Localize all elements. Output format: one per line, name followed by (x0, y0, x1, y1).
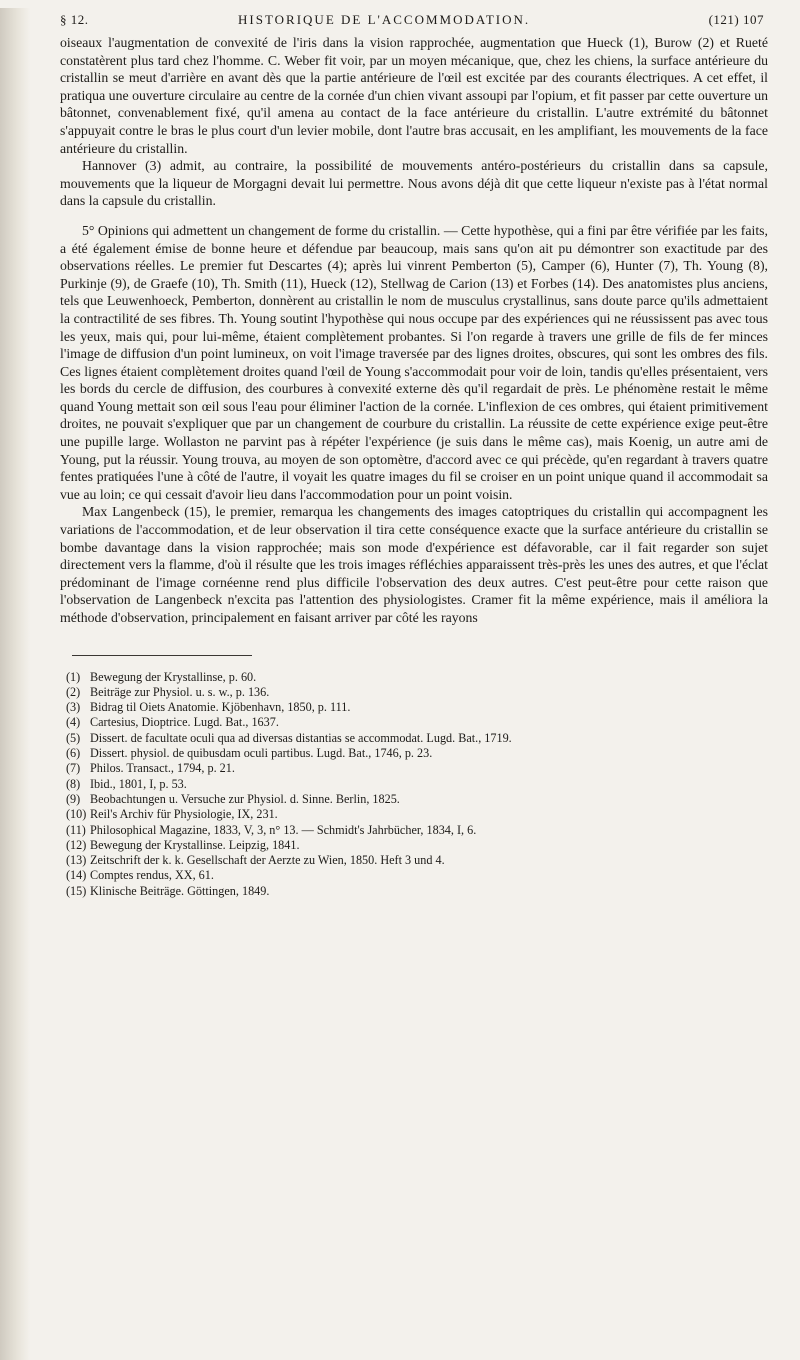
footnote (66, 838, 774, 853)
footnote-text: Bidrag til Oiets Anatomie. Kjöbenhavn, 1850, p. 111. (90, 700, 351, 715)
footnote-number: (4) (66, 715, 81, 730)
main-text (50, 34, 774, 627)
footnote-text: Beobachtungen u. Versuche zur Physiol. d. Sinne. Berlin, 1825. (90, 791, 400, 806)
footnote (66, 823, 774, 838)
footnote (66, 685, 774, 700)
footnote-number: (3) (66, 700, 81, 715)
footnote-number: (10) (66, 807, 87, 822)
page-number: (121) 107 (708, 12, 764, 27)
footnote-text: Bewegung der Krystallinse. Leipzig, 1841. (90, 837, 300, 852)
footnote (66, 700, 774, 715)
footnote-number: (13) (66, 853, 87, 868)
footnote-number: (9) (66, 791, 81, 806)
footnote-number: (7) (66, 761, 81, 776)
footnotes (50, 670, 774, 899)
footnote (66, 853, 774, 868)
footnote-text: Zeitschrift der k. k. Gesellschaft der Aerzte zu Wien, 1850. Heft 3 und 4. (90, 853, 445, 868)
footnote-text: Beiträge zur Physiol. u. s. w., p. 136. (90, 684, 270, 699)
footnote-number: (12) (66, 837, 87, 852)
footnote-text: Comptes rendus, XX, 61. (90, 868, 214, 883)
footnote (66, 715, 774, 730)
binding-gutter (0, 8, 30, 1360)
footnote (66, 746, 774, 761)
footnote-text: Dissert. de facultate oculi qua ad diversas distantias se accommodat. Lugd. Bat., 1719. (90, 730, 512, 745)
footnote-text: Cartesius, Dioptrice. Lugd. Bat., 1637. (90, 715, 279, 730)
footnote-text: Philosophical Magazine, 1833, V, 3, n° 13. — Schmidt's Jahrbücher, 1834, I, 6. (90, 822, 477, 837)
footnote (66, 792, 774, 807)
footnote-text: Philos. Transact., 1794, p. 21. (90, 761, 235, 776)
footnote-text: Bewegung der Krystallinse, p. 60. (90, 669, 257, 684)
footnote-number: (15) (66, 883, 87, 898)
footnote (66, 807, 774, 822)
footnote-number: (14) (66, 868, 87, 883)
paragraph: oiseaux l'augmentation de convexité de l'iris dans la vision rapprochée, augmentation que Hueck (1), Burow (2) et Rueté constatèrent plus tard chez l'homme. C. Weber fit voir, par un moyen mécanique, que, chez les chiens, la surface antérieure du cristallin se meut d'arrière en avant dès que la partie antérieure de l'œil est excitée par des courants électriques. A cet effet, il pratiqua une ouverture circulaire au centre de la cornée d'un chien vivant assoupi par l'opium, et fit passer par cette ouverture un bâtonnet, convenablement fixé, qu'il amena au contact de la face antérieure du cristallin. L'autre extrémité du bâtonnet s'appuyait contre le bras le plus court d'un levier mobile, dont l'autre bras accusait, en les amplifiant, les mouvements de la face antérieure du cristallin. (60, 35, 768, 156)
paragraph: Hannover (3) admit, au contraire, la possibilité de mouvements antéro-postérieurs du cristallin dans sa capsule, mouvements que la liqueur de Morgagni devait lui permettre. Nous avons déjà dit que cette liqueur n'existe pas à l'état normal dans la capsule du cristallin. (60, 158, 768, 209)
footnote (66, 777, 774, 792)
page (0, 8, 800, 1360)
section-number: § 12. (60, 12, 89, 27)
footnote-number: (8) (66, 776, 81, 791)
running-title: HISTORIQUE DE L'ACCOMMODATION. (238, 12, 531, 27)
footnote (66, 761, 774, 776)
footnote-text: Ibid., 1801, I, p. 53. (90, 776, 187, 791)
running-header (50, 8, 774, 34)
footnote (66, 868, 774, 883)
footnote-number: (5) (66, 730, 81, 745)
footnote-number: (11) (66, 822, 86, 837)
footnote-text: Reil's Archiv für Physiologie, IX, 231. (90, 807, 278, 822)
footnote (66, 731, 774, 746)
footnote (66, 670, 774, 685)
footnote (66, 884, 774, 899)
paragraph: Max Langenbeck (15), le premier, remarqua les changements des images catoptriques du cristallin qui accompagnent les variations de l'accommodation, et de leur observation il tira cette conséquence exacte que la surface antérieure du cristallin se bombe davantage dans la vision rapprochée; mais son mode d'expérience est défavorable, car il fait regarder son sujet directement vers la flamme, d'où il résulte que les trois images réfléchies apparaissent très-près les unes des autres, et que l'éclat prédominant de l'image cornéenne rend plus difficile l'observation des deux autres. C'est peut-être pour cette raison que l'observation de Langenbeck n'excita pas l'attention des physiologistes. Cramer fit la même expérience, mais il améliora la méthode d'observation, principalement en faisant arriver par côté les rayons (60, 504, 768, 625)
footnote-text: Klinische Beiträge. Göttingen, 1849. (90, 883, 270, 898)
paragraph: 5° Opinions qui admettent un changement de forme du cristallin. — Cette hypothèse, qui a fini par être vérifiée par les faits, a été également émise de bonne heure et défendue par beaucoup, mais sans qu'on ait pu démontrer son exactitude par des observations réelles. Le premier fut Descartes (4); après lui vinrent Pemberton (5), Camper (6), Hunter (7), Th. Young (8), Purkinje (9), de Graefe (10), Th. Smith (11), Hueck (12), Stellwag de Carion (13) et Forbes (14). Des anatomistes plus anciens, tels que Leuwenhoeck, Pemberton, donnèrent au cristallin le nom de musculus crystallinus, sans doute parce qu'ils admettaient la contractilité de ses fibres. Th. Young soutint l'hypothèse qui nous occupe par des expériences qui ne réussissent pas avec tous les yeux, mais qui, pour lui-même, étaient complètement probantes. Si l'on regarde à travers une grille de fils de fer minces l'image de diffusion d'un point lumineux, on voit l'image traversée par des lignes droites, obscures, qui sont les ombres des fils. Ces lignes étaient complètement droites quand l'œil de Young s'accommodait pour voir de loin, tandis qu'elles présentaient, vers les bords du cercle de diffusion, des courbures à convexité externe dès qu'il regardait de près. Le phénomène restait le même quand Young mettait son œil sous l'eau pour éliminer l'action de la cornée. L'inflexion de ces ombres, qui étaient primitivement droites, ne pouvait s'expliquer que par un changement de courbure du cristallin. La réussite de cette expérience exige peut-être une pupille large. Wollaston ne parvint pas à répéter l'expérience (je suis dans le même cas), mais Koenig, un autre ami de Young, put la réussir. Young trouva, au moyen de son optomètre, d'accord avec ce qui précède, qu'en regardant à travers quatre fentes pratiquées l'une à côté de l'autre, il voyait les quatre images du fil se croiser en un point unique quand il accommodait sa vue au loin; ce qui cessait d'avoir lieu dans l'accommodation pour un point voisin. (60, 222, 768, 502)
footnote-rule (72, 655, 252, 656)
footnote-number: (2) (66, 684, 81, 699)
footnote-number: (1) (66, 669, 81, 684)
footnote-text: Dissert. physiol. de quibusdam oculi partibus. Lugd. Bat., 1746, p. 23. (90, 746, 433, 761)
footnote-number: (6) (66, 746, 81, 761)
